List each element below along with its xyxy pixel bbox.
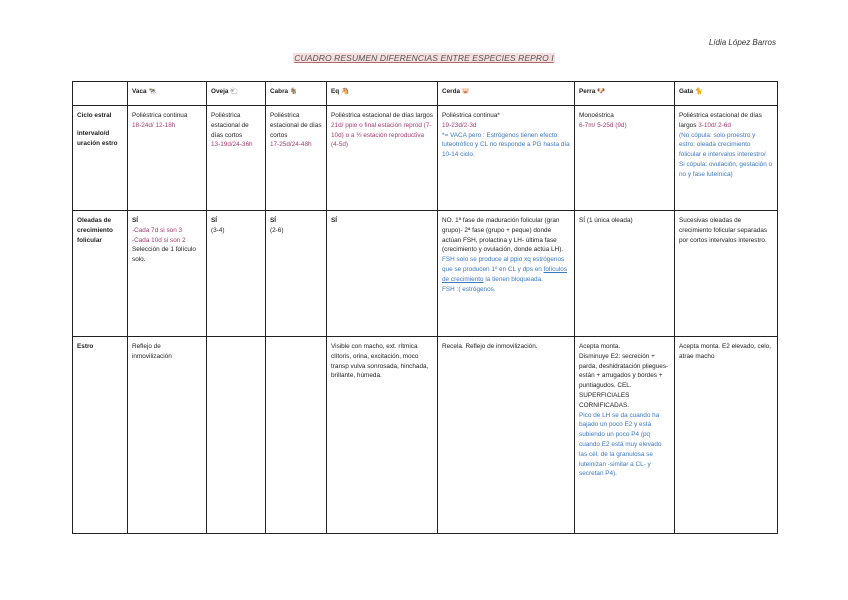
- cell-text: Monoéstrica: [579, 112, 614, 119]
- cell-ciclo-gata: [675, 106, 778, 211]
- cell-estro-cerda: [438, 337, 575, 534]
- dog-icon: 🐶: [597, 88, 606, 95]
- header-cabra-label: Cabra: [270, 88, 289, 95]
- cell-text: Pico de LH se da cuando ha bajado un poco E2 y está subiendo un poco P4 (pq cuando E2 está muy elevado las cél. de la granulosa se luteinizan -similar a CL- y secretan P4).: [579, 411, 662, 478]
- cell-oleadas-gata: [675, 211, 778, 337]
- cell-oleadas-eq: [327, 211, 438, 337]
- cell-oleadas-oveja: [207, 211, 266, 337]
- row-label-ciclo: [73, 106, 128, 211]
- row-label-ciclo-title: Ciclo estral: [77, 112, 112, 119]
- cell-text: SÍ: [270, 217, 277, 224]
- cell-text: (No cópula: solo proestro y estro: oleada crecimiento folicular e intervalos interestro/ Si cópula: ovulación, gestación o no y fase luteínica): [679, 131, 773, 178]
- cell-estro-gata: [675, 337, 778, 534]
- row-estro: [73, 337, 778, 534]
- cell-text: la tienen bloqueada.: [483, 275, 543, 283]
- cell-text: 17-25d/24-48h: [270, 141, 312, 149]
- cell-ciclo-perra: [575, 106, 675, 211]
- cell-text: 13-19d/24-36h: [211, 141, 253, 149]
- header-gata: [675, 82, 778, 106]
- cell-text: Poliéstrica estacional de días cortos: [270, 112, 322, 139]
- cell-text: (2-6): [270, 226, 284, 234]
- cell-text: 18-24d/ 12-18h: [132, 121, 176, 129]
- cell-ciclo-oveja: [207, 106, 266, 211]
- cell-ciclo-cerda: [438, 106, 575, 211]
- cell-text: 19-23d/2-3d: [442, 121, 477, 129]
- cell-text: Reflejo de inmovilización: [132, 343, 172, 360]
- cell-text: *= VACA pero : Estrógenos tienen efecto luteotrófico y CL no responde a PG hasta día 10-14 ciclo.: [442, 131, 570, 159]
- cell-oleadas-cabra: [266, 211, 327, 337]
- cell-ciclo-cabra: [266, 106, 327, 211]
- cell-text: Acepta monta.: [579, 343, 621, 350]
- cell-text: Poliéstrica estacional de días largos: [331, 112, 433, 119]
- horse-icon: 🐴: [340, 88, 349, 95]
- cell-text: FSH solo se produce al ppio xq estrógenos que se producen 1º en CL y dps en: [442, 256, 565, 273]
- cell-text: -Cada 7d si son 3: [132, 226, 183, 234]
- cell-text: Poliéstrica continua: [132, 112, 188, 119]
- header-eq-label: Eq: [331, 88, 340, 95]
- header-oveja: [207, 82, 266, 106]
- cell-text: Disminuye E2: secreción + parda, deshidratación pliegues- están + arrugados y bordes + puntiagudos. CEL. SUPERFICIALES CORNIFICADAS.: [579, 352, 669, 409]
- cell-text: Sucesivas oleadas de crecimiento folicular separadas por cortos intervalos interestro.: [679, 217, 768, 244]
- cell-text: SÍ (1 única oleada): [579, 217, 633, 224]
- header-vaca: [128, 82, 207, 106]
- document-title: [0, 53, 848, 63]
- author-name: Lídia López Barros: [708, 38, 776, 47]
- species-comparison-table: [72, 81, 778, 534]
- cell-estro-eq: [327, 337, 438, 534]
- row-ciclo-estral: [73, 106, 778, 211]
- cell-estro-oveja: [207, 337, 266, 534]
- cat-icon: 🐈: [695, 88, 703, 95]
- cell-text: Poliéstrica estacional de días largos: [679, 112, 762, 129]
- cell-text: SÍ: [132, 217, 139, 224]
- pig-icon: 🐷: [461, 88, 470, 95]
- cell-text: Poliéstrica estacional de días cortos: [211, 112, 249, 139]
- header-cerda: [438, 82, 575, 106]
- header-eq: [327, 82, 438, 106]
- header-vaca-label: Vaca: [132, 88, 147, 95]
- cell-estro-perra: [575, 337, 675, 534]
- cell-ciclo-vaca: [128, 106, 207, 211]
- cell-text: Poliéstrica continua*: [442, 112, 500, 119]
- cell-ciclo-eq: [327, 106, 438, 211]
- cell-text: NO. 1ª fase de maduración folicular (gran grupo)- 2ª fase (grupo + peque) donde actúan FSH, prolactina y LH- última fase (crecimiento y ovulación, donde actúa LH).: [442, 217, 564, 254]
- cell-oleadas-cerda: [438, 211, 575, 337]
- sheep-icon: 🐑: [230, 88, 239, 95]
- cell-text: 3-10d/ 2-6d: [698, 121, 731, 129]
- cell-text: folículos de crecimiento: [442, 265, 568, 283]
- row-label-oleadas: Oleadas de crecimiento folicular: [73, 211, 128, 337]
- header-row: [73, 82, 778, 106]
- header-cerda-label: Cerda: [442, 88, 461, 95]
- cell-text: 21d/ ppio o final estación reprod (7-10d) o a ½ estación reproductiva (4-5d): [331, 121, 432, 149]
- cell-text: Selección de 1 folículo solo.: [132, 246, 196, 264]
- cell-text: FSH :( estrógenos.: [442, 285, 496, 293]
- header-perra-label: Perra: [579, 88, 596, 95]
- cell-text: Visible con macho, ext. rítmica clítoris, orina, excitación, moco transp vulva sonrosada, hinchada, brillante, húmeda.: [331, 343, 429, 380]
- row-oleadas: [73, 211, 778, 337]
- header-cabra: [266, 82, 327, 106]
- header-gata-label: Gata: [679, 88, 694, 95]
- cell-text: Recela. Reflejo de inmovilización.: [442, 343, 538, 350]
- cell-text: Acepta monta. E2 elevado, celo, atrae macho: [679, 343, 772, 360]
- header-oveja-label: Oveja: [211, 88, 229, 95]
- header-perra: [575, 82, 675, 106]
- cell-text: -Cada 10d si son 2: [132, 236, 186, 244]
- cell-oleadas-vaca: [128, 211, 207, 337]
- cell-oleadas-perra: [575, 211, 675, 337]
- document-title-text: CUADRO RESUMEN DIFERENCIAS ENTRE ESPECIES REPRO I: [294, 53, 554, 63]
- cell-estro-vaca: [128, 337, 207, 534]
- goat-icon: 🐐: [289, 88, 298, 95]
- header-empty-cell: [73, 82, 128, 106]
- row-label-ciclo-sub: intervalo/d uración estro: [77, 129, 118, 147]
- cell-text: (3-4): [211, 226, 225, 234]
- cell-text: 6-7m/ 5-25d (9d): [579, 121, 627, 129]
- cell-text: SÍ: [331, 217, 338, 224]
- cell-estro-cabra: [266, 337, 327, 534]
- row-label-estro: Estro: [73, 337, 128, 534]
- cow-icon: 🐄: [148, 88, 157, 95]
- cell-text: SÍ: [211, 217, 218, 224]
